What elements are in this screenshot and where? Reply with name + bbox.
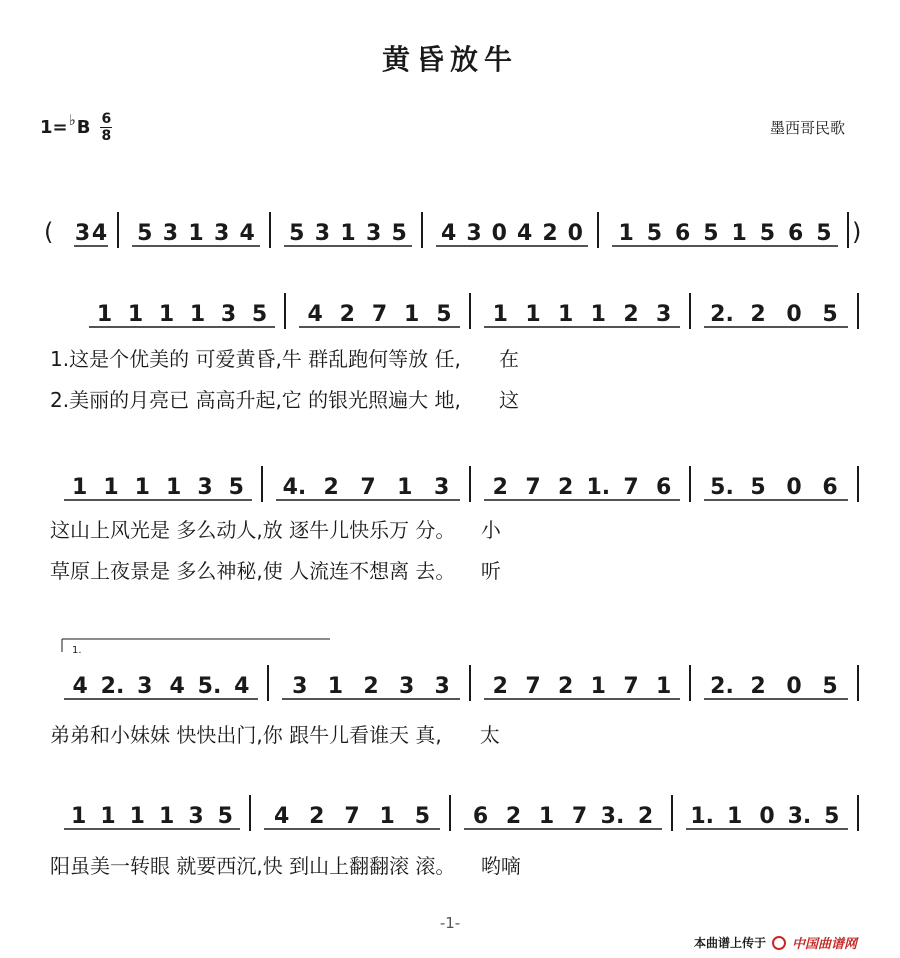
jianpu-note: 3	[398, 674, 415, 699]
jianpu-note: 5	[391, 221, 407, 246]
jianpu-note: 1	[127, 302, 144, 327]
jianpu-note: 3.	[787, 804, 812, 829]
jianpu-note: 1	[726, 804, 743, 829]
jianpu-note: 0	[491, 221, 507, 246]
jianpu-note: 0	[786, 475, 802, 500]
jianpu-note: 1	[618, 221, 634, 246]
jianpu-note: 5	[759, 221, 776, 246]
jianpu-note: 3	[656, 302, 672, 327]
jianpu-note: 1	[158, 302, 175, 327]
jianpu-note: 6	[656, 475, 672, 500]
jianpu-note: 1	[71, 804, 87, 829]
jianpu-note: 5	[414, 804, 431, 829]
jianpu-note: 1.	[586, 475, 611, 500]
lyric-line-1-verse-2: 2.美丽的月亮已 高高升起,它 的银光照遍大 地, 这	[50, 388, 520, 412]
jianpu-note: 5	[289, 221, 305, 246]
jianpu-note: 7	[371, 302, 388, 327]
jianpu-note: 3	[213, 221, 230, 246]
time-sig-bottom: 8	[101, 128, 112, 144]
jianpu-note: 1	[96, 302, 113, 327]
jianpu-note: 2	[637, 804, 654, 829]
jianpu-note: 2	[542, 221, 558, 246]
jianpu-note: 1	[538, 804, 555, 829]
jianpu-note: 6	[674, 221, 691, 246]
jianpu-note: 2.	[710, 302, 734, 327]
jianpu-note: 1	[134, 475, 150, 500]
jianpu-note: 1	[103, 475, 119, 500]
jianpu-note: 4	[234, 674, 250, 699]
jianpu-note: 5	[436, 302, 452, 327]
jianpu-note: 5	[816, 221, 832, 246]
jianpu-note: 1	[590, 674, 606, 699]
jianpu-note: 1	[189, 302, 206, 327]
jianpu-note: 1	[379, 804, 395, 829]
jianpu-note: 4	[307, 302, 323, 327]
composer-credit: 墨西哥民歌	[770, 119, 846, 137]
jianpu-note: 4	[517, 221, 533, 246]
jianpu-note: 5	[646, 221, 663, 246]
jianpu-note: 4	[441, 221, 457, 246]
jianpu-note: 4	[72, 674, 88, 699]
jianpu-note: 3	[74, 221, 91, 246]
jianpu-note: 3	[137, 674, 153, 699]
page-title: 黄昏放牛	[381, 43, 518, 76]
key-prefix: 1=	[40, 117, 68, 138]
jianpu-note: 2	[323, 475, 339, 500]
jianpu-note: 0	[759, 804, 775, 829]
jianpu-note: 2	[750, 302, 766, 327]
jianpu-note: 5	[703, 221, 719, 246]
jianpu-note: 2	[558, 475, 574, 500]
lyric-line-2-verse-1: 这山上风光是 多么动人,放 逐牛儿快乐万 分。 小	[50, 518, 501, 542]
page-number: -1-	[439, 914, 461, 932]
jianpu-note: 7	[344, 804, 360, 829]
lyric-line-4: 阳虽美一转眼 就要西沉,快 到山上翻翻滚 滚。 哟嘀	[50, 854, 521, 878]
jianpu-note: 6	[822, 475, 838, 500]
jianpu-note: 6	[472, 804, 489, 829]
jianpu-note: 5.	[197, 674, 222, 699]
site-logo-icon	[772, 936, 786, 950]
jianpu-note: 1	[656, 674, 672, 699]
jianpu-note: 1	[558, 302, 574, 327]
time-signature	[100, 112, 112, 143]
jianpu-note: 4	[239, 221, 255, 246]
jianpu-note: 7	[525, 674, 541, 699]
jianpu-note: 3	[314, 221, 331, 246]
jianpu-note: 7	[360, 475, 376, 500]
time-sig-top: 6	[101, 111, 112, 127]
jianpu-note: 3	[434, 674, 450, 699]
jianpu-note: 5	[824, 804, 840, 829]
jianpu-note: 1	[492, 302, 508, 327]
jianpu-note: 1.	[690, 804, 715, 829]
lyric-line-2-verse-2: 草原上夜景是 多么神秘,使 人流连不想离 去。 听	[50, 559, 501, 583]
jianpu-note: 2.	[100, 674, 125, 699]
jianpu-note: 3	[466, 221, 482, 246]
jianpu-note: 5	[217, 804, 233, 829]
jianpu-note: 2	[750, 674, 766, 699]
jianpu-note: 1	[188, 221, 204, 246]
jianpu-note: 5	[822, 302, 838, 327]
flat-sign: ♭	[68, 110, 76, 129]
jianpu-note: 1	[129, 804, 145, 829]
jianpu-note: 3	[188, 804, 204, 829]
jianpu-note: 3	[292, 674, 308, 699]
jianpu-note: 3	[433, 475, 450, 500]
jianpu-note: 7	[571, 804, 588, 829]
jianpu-note: 4	[91, 221, 108, 246]
site-name[interactable]: 中国曲谱网	[792, 937, 858, 952]
jianpu-note: 5	[822, 674, 838, 699]
jianpu-note: 1	[327, 674, 344, 699]
upload-credit	[694, 933, 857, 952]
lyric-line-1-verse-1: 1.这是个优美的 可爱黄昏,牛 群乱跑何等放 任, 在	[50, 347, 520, 371]
intro-paren-close: )	[852, 218, 862, 246]
volta-label: 1.	[72, 645, 82, 656]
jianpu-note: 1	[525, 302, 541, 327]
jianpu-note: 0	[567, 221, 583, 246]
jianpu-note: 3	[197, 475, 213, 500]
jianpu-note: 2	[339, 302, 355, 327]
jianpu-note: 1	[590, 302, 606, 327]
jianpu-note: 1	[340, 221, 356, 246]
jianpu-note: 5	[228, 475, 244, 500]
jianpu-note: 1	[100, 804, 116, 829]
jianpu-note: 7	[525, 475, 541, 500]
jianpu-note: 2	[623, 302, 639, 327]
jianpu-note: 2	[492, 674, 508, 699]
jianpu-note: 7	[623, 674, 639, 699]
jianpu-note: 1	[731, 221, 747, 246]
intro-paren-open: (	[44, 218, 54, 246]
jianpu-note: 5	[750, 475, 766, 500]
jianpu-note: 1	[404, 302, 420, 327]
jianpu-note: 2	[492, 475, 508, 500]
jianpu-note: 3	[220, 302, 237, 327]
jianpu-note: 0	[786, 302, 802, 327]
jianpu-note: 3	[162, 221, 179, 246]
jianpu-note: 3.	[600, 804, 625, 829]
jianpu-note: 1	[397, 475, 413, 500]
jianpu-note: 1	[159, 804, 175, 829]
jianpu-note: 7	[623, 475, 639, 500]
jianpu-note: 1	[72, 475, 88, 500]
jianpu-note: 4.	[282, 475, 307, 500]
jianpu-note: 1	[166, 475, 182, 500]
jianpu-note: 0	[786, 674, 802, 699]
lyric-line-3: 弟弟和小妹妹 快快出门,你 跟牛儿看谁天 真, 太	[50, 723, 500, 747]
jianpu-note: 4	[169, 674, 185, 699]
jianpu-note: 3	[365, 221, 382, 246]
jianpu-note: 5.	[710, 475, 734, 500]
jianpu-note: 2	[558, 674, 574, 699]
jianpu-note: 2.	[710, 674, 734, 699]
jianpu-note: 6	[787, 221, 804, 246]
key-note: B	[76, 117, 91, 138]
upload-text: 本曲谱上传于	[694, 936, 767, 950]
jianpu-note: 4	[273, 804, 290, 829]
jianpu-note: 5	[137, 221, 153, 246]
jianpu-note: 2	[363, 674, 379, 699]
jianpu-note: 5	[251, 302, 268, 327]
jianpu-note: 2	[505, 804, 522, 829]
key-signature	[40, 112, 112, 143]
jianpu-note: 2	[309, 804, 325, 829]
